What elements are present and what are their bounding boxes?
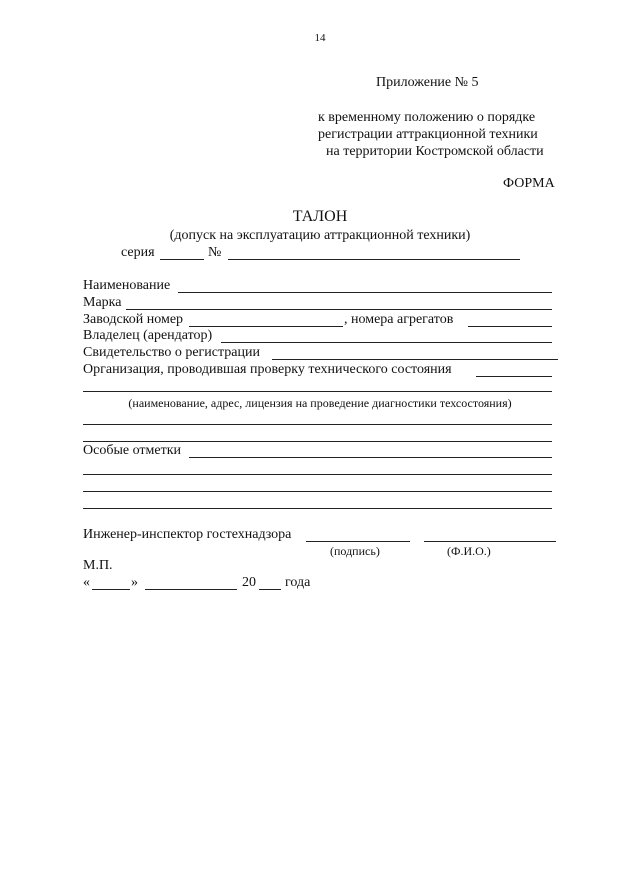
annex-line-2: регистрации аттракционной техники (318, 127, 538, 142)
owner-label: Владелец (арендатор) (83, 328, 213, 343)
organization-hint: (наименование, адрес, лицензия на проведение диагностики техсостояния) (128, 396, 512, 410)
forma-label: ФОРМА (503, 176, 555, 191)
units-field[interactable] (468, 326, 552, 327)
organization-field-line-3[interactable] (83, 424, 552, 425)
annex-line-3: на территории Костромской области (326, 144, 544, 159)
sign-hint: (подпись) (330, 544, 380, 558)
series-field[interactable] (160, 259, 204, 260)
series-row (0, 245, 640, 263)
quote-close: » (131, 575, 138, 590)
special-notes-field[interactable] (189, 457, 552, 458)
special-notes-row (0, 443, 640, 461)
year-suffix: года (285, 575, 311, 590)
brand-row (0, 295, 640, 313)
talon-subtitle: (допуск на эксплуатацию аттракционной техники) (169, 228, 471, 243)
organization-field[interactable] (476, 376, 552, 377)
serial-label: Заводской номер (83, 312, 184, 327)
number-label: № (208, 245, 222, 260)
organization-row (0, 362, 640, 380)
month-field[interactable] (145, 589, 237, 590)
talon-title: ТАЛОН (292, 208, 348, 225)
brand-field[interactable] (126, 309, 552, 310)
units-label: , номера агрегатов (344, 312, 454, 327)
name-label: Наименование (83, 278, 171, 293)
day-field[interactable] (92, 589, 130, 590)
name-row (0, 278, 640, 296)
brand-label: Марка (83, 295, 122, 310)
special-notes-line-3[interactable] (83, 491, 552, 492)
certificate-label: Свидетельство о регистрации (83, 345, 260, 360)
owner-field[interactable] (221, 342, 552, 343)
fio-field[interactable] (424, 541, 556, 542)
date-row (0, 575, 640, 593)
organization-field-line-2[interactable] (83, 391, 552, 392)
year-prefix: 20 (242, 575, 256, 590)
year-field[interactable] (259, 589, 281, 590)
serial-field[interactable] (189, 326, 343, 327)
owner-row (0, 328, 640, 346)
name-field[interactable] (178, 292, 552, 293)
organization-label: Организация, проводившая проверку технического состояния (83, 362, 452, 377)
organization-field-line-4[interactable] (83, 441, 552, 442)
page-number: 14 (314, 32, 326, 44)
inspector-label: Инженер-инспектор гостехнадзора (83, 527, 292, 542)
special-notes-line-4[interactable] (83, 508, 552, 509)
certificate-field[interactable] (272, 359, 558, 360)
signature-field[interactable] (306, 541, 410, 542)
annex-title: Приложение № 5 (376, 75, 479, 90)
certificate-row (0, 345, 640, 363)
number-field[interactable] (228, 259, 520, 260)
stamp-label: М.П. (83, 558, 113, 573)
quote-open: « (83, 575, 90, 590)
fio-hint: (Ф.И.О.) (447, 544, 491, 558)
special-notes-line-2[interactable] (83, 474, 552, 475)
inspector-row (0, 527, 640, 545)
annex-line-1: к временному положению о порядке (318, 110, 536, 125)
series-label: серия (121, 245, 155, 260)
special-notes-label: Особые отметки (83, 443, 181, 458)
